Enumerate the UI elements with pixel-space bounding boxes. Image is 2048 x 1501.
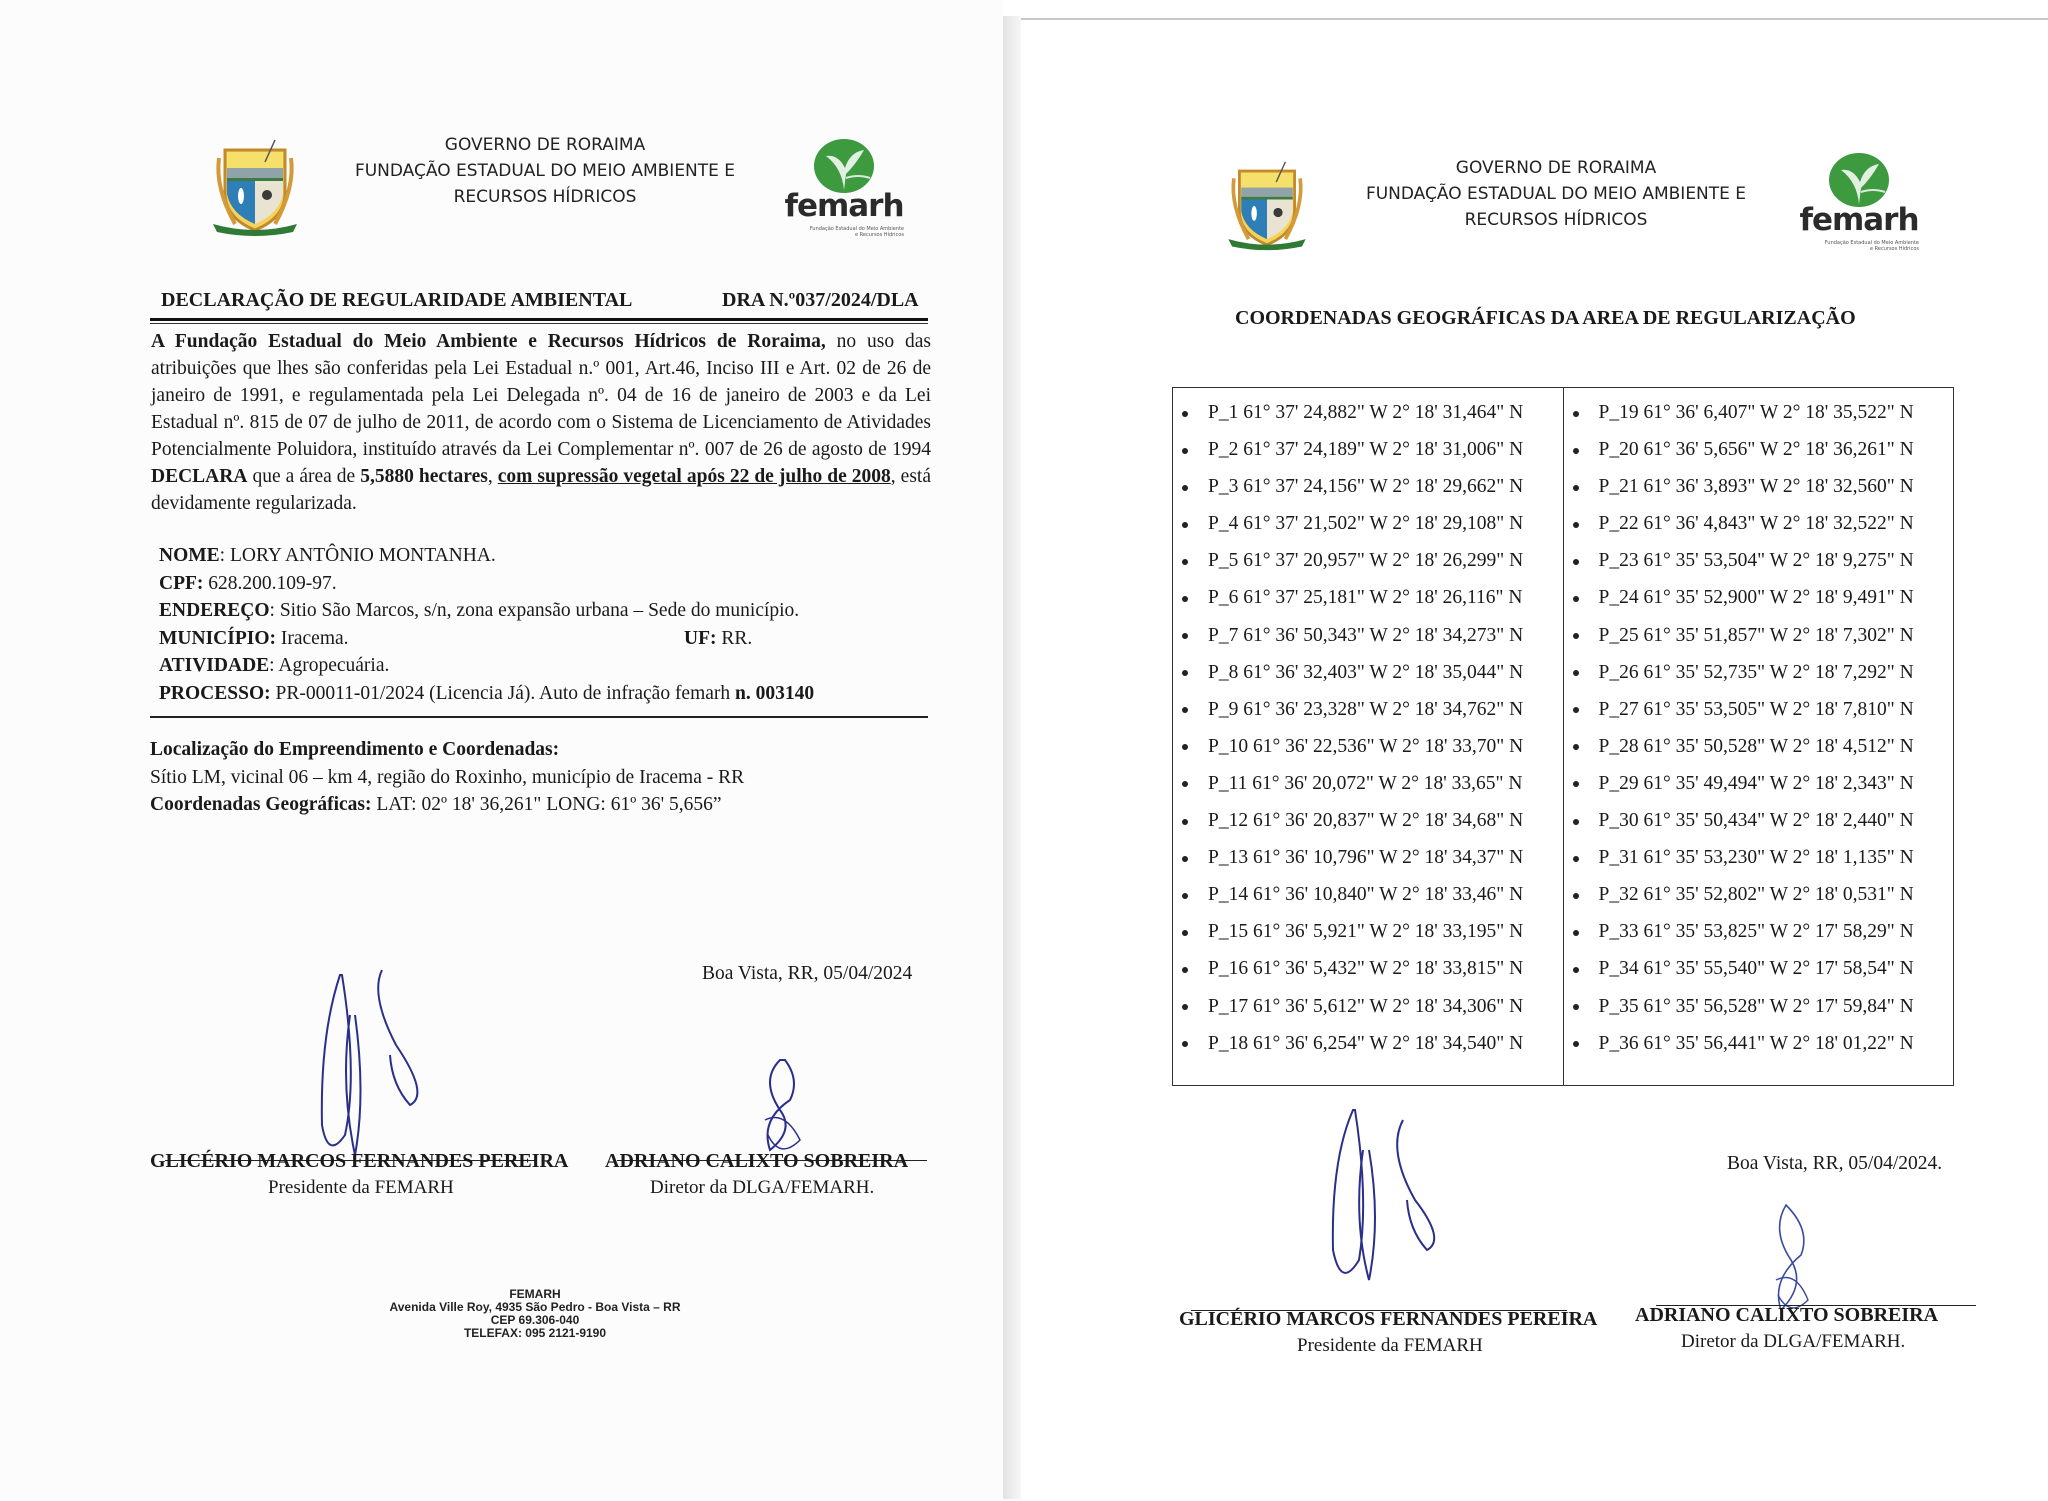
- coordinate-item: [1173, 765, 1563, 802]
- bullet-icon: [1573, 1041, 1579, 1047]
- header-line-3: RECURSOS HÍDRICOS: [453, 187, 637, 207]
- signature-president-icon: [300, 955, 440, 1175]
- nome-label: NOME: [159, 545, 220, 566]
- declaration-text-3: ,: [487, 466, 498, 487]
- coordinate-text: P_2 61° 37' 24,189" W 2° 18' 31,006" N: [1208, 439, 1524, 461]
- coordinate-item: [1564, 913, 1954, 950]
- roraima-coat-of-arms-icon: [1221, 160, 1313, 252]
- coordinate-text: P_22 61° 36' 4,843" W 2° 18' 32,522" N: [1598, 513, 1914, 535]
- signer-name-president: GLICÉRIO MARCOS FERNANDES PEREIRA: [150, 1150, 569, 1172]
- coordinate-item: [1564, 876, 1954, 913]
- coordinate-text: P_11 61° 36' 20,072" W 2° 18' 33,65" N: [1208, 772, 1523, 794]
- coordinate-text: P_26 61° 35' 52,735" W 2° 18' 7,292" N: [1598, 661, 1914, 683]
- coordinate-item: [1173, 468, 1563, 505]
- location-heading: Localização do Empreendimento e Coordenadas:: [150, 739, 560, 760]
- document-title: DECLARAÇÃO DE REGULARIDADE AMBIENTAL: [161, 289, 633, 311]
- coordinate-item: [1564, 728, 1954, 765]
- coordinate-text: P_7 61° 36' 50,343" W 2° 18' 34,273" N: [1208, 624, 1524, 646]
- field-nome: [159, 542, 939, 570]
- bullet-icon: [1573, 893, 1579, 899]
- coordinate-item: [1173, 950, 1563, 987]
- bullet-icon: [1182, 670, 1188, 676]
- femarh-logo-word: femarh: [784, 188, 904, 224]
- atividade-label: ATIVIDADE: [159, 655, 270, 676]
- bullet-icon: [1573, 856, 1579, 862]
- coordinate-text: P_21 61° 36' 3,893" W 2° 18' 32,560" N: [1598, 476, 1914, 498]
- header-line-2: FUNDAÇÃO ESTADUAL DO MEIO AMBIENTE E: [354, 161, 736, 181]
- coordinate-item: [1173, 579, 1563, 616]
- bullet-icon: [1573, 633, 1579, 639]
- bullet-icon: [1573, 559, 1579, 565]
- bullet-icon: [1573, 596, 1579, 602]
- coordinate-text: P_17 61° 36' 5,612" W 2° 18' 34,306" N: [1208, 995, 1524, 1017]
- bullet-icon: [1182, 448, 1188, 454]
- coordinate-text: P_36 61° 35' 56,441" W 2° 18' 01,22" N: [1598, 1032, 1914, 1054]
- coordinate-item: [1564, 988, 1954, 1025]
- declaration-text-4: , está devidamente regularizada.: [151, 466, 931, 514]
- location-section: [150, 736, 940, 819]
- coordinate-text: P_10 61° 36' 22,536" W 2° 18' 33,70" N: [1208, 735, 1524, 757]
- bullet-icon: [1182, 596, 1188, 602]
- coordinate-text: P_24 61° 35' 52,900" W 2° 18' 9,491" N: [1598, 587, 1914, 609]
- cpf-label: CPF:: [159, 572, 204, 594]
- bullet-icon: [1182, 930, 1188, 936]
- signer-name-director: ADRIANO CALIXTO SOBREIRA: [1635, 1304, 1939, 1326]
- declara-keyword: DECLARA: [151, 466, 248, 487]
- bullet-icon: [1182, 781, 1188, 787]
- endereco-value: : Sitio São Marcos, s/n, zona expansão urbana – Sede do município.: [269, 600, 800, 621]
- footer-org: FEMARH: [509, 1287, 561, 1301]
- coords-label: Coordenadas Geográficas:: [150, 794, 372, 815]
- femarh-logo-subtitle: [784, 226, 904, 238]
- coordinate-item: [1173, 431, 1563, 468]
- footer-address: Avenida Ville Roy, 4935 São Pedro - Boa Vista – RR: [389, 1300, 681, 1314]
- coordinate-text: P_34 61° 35' 55,540" W 2° 17' 58,54" N: [1598, 958, 1914, 980]
- coordinate-text: P_13 61° 36' 10,796" W 2° 18' 34,37" N: [1208, 847, 1524, 869]
- uf-value: RR.: [716, 627, 753, 649]
- coordinate-item: [1564, 654, 1954, 691]
- bullet-icon: [1182, 633, 1188, 639]
- uf-label: UF:: [684, 627, 717, 649]
- bullet-icon: [1182, 707, 1188, 713]
- municipio-label: MUNICÍPIO:: [159, 627, 276, 649]
- coordinate-item: [1564, 579, 1954, 616]
- coordinate-item: [1564, 691, 1954, 728]
- coordinate-item: [1564, 950, 1954, 987]
- cpf-value: 628.200.109-97.: [203, 572, 337, 594]
- bullet-icon: [1182, 485, 1188, 491]
- coordinate-item: [1173, 839, 1563, 876]
- coordinate-item: [1564, 431, 1954, 468]
- location-address: Sítio LM, vicinal 06 – km 4, região do Roxinho, município de Iracema - RR: [150, 766, 745, 788]
- coordinate-text: P_9 61° 36' 23,328" W 2° 18' 34,762" N: [1208, 698, 1524, 720]
- bullet-icon: [1573, 670, 1579, 676]
- coordinate-text: P_20 61° 36' 5,656" W 2° 18' 36,261" N: [1598, 439, 1914, 461]
- coordinate-item: [1173, 654, 1563, 691]
- field-atividade: [159, 652, 939, 680]
- bullet-icon: [1573, 411, 1579, 417]
- nome-value: : LORY ANTÔNIO MONTANHA.: [219, 545, 496, 566]
- coordinate-text: P_5 61° 37' 20,957" W 2° 18' 26,299" N: [1208, 550, 1524, 572]
- bullet-icon: [1573, 448, 1579, 454]
- coordinate-item: [1564, 468, 1954, 505]
- coordinate-item: [1173, 617, 1563, 654]
- header-line-1: GOVERNO DE RORAIMA: [444, 135, 646, 155]
- atividade-value: : Agropecuária.: [269, 655, 390, 676]
- coordinate-text: P_19 61° 36' 6,407" W 2° 18' 35,522" N: [1598, 402, 1914, 423]
- signer-role-president: Presidente da FEMARH: [1297, 1335, 1483, 1356]
- femarh-logo-sub-1: Fundação Estadual do Meio Ambiente: [1824, 240, 1919, 246]
- processo-label: PROCESSO:: [159, 682, 271, 704]
- coordinate-text: P_25 61° 35' 51,857" W 2° 18' 7,302" N: [1598, 624, 1914, 646]
- signer-role-president: Presidente da FEMARH: [268, 1177, 454, 1198]
- bullet-icon: [1182, 522, 1188, 528]
- footer-cep: CEP 69.306-040: [490, 1313, 580, 1327]
- femarh-logo-sub-1: Fundação Estadual do Meio Ambiente: [809, 226, 904, 232]
- coordinate-text: P_14 61° 36' 10,840" W 2° 18' 33,46" N: [1208, 884, 1524, 906]
- coordinate-item: [1564, 839, 1954, 876]
- coordinate-item: [1564, 542, 1954, 579]
- document-number: DRA N.º037/2024/DLA: [722, 289, 919, 311]
- coordinate-item: [1173, 691, 1563, 728]
- bullet-icon: [1182, 856, 1188, 862]
- femarh-leaf-icon: [1827, 152, 1891, 208]
- coordinate-item: [1173, 542, 1563, 579]
- coordinate-item: [1173, 394, 1563, 431]
- coordinate-item: [1564, 802, 1954, 839]
- coordinates-page: [1021, 18, 2048, 1501]
- coordinate-item: [1173, 913, 1563, 950]
- fields-rule: [150, 716, 928, 718]
- declaration-text-2: que a área de: [247, 466, 361, 487]
- coordinates-title: COORDENADAS GEOGRÁFICAS DA AREA DE REGULARIZAÇÃO: [1235, 307, 1856, 329]
- bullet-icon: [1182, 893, 1188, 899]
- coordinate-text: P_6 61° 37' 25,181" W 2° 18' 26,116" N: [1208, 587, 1523, 609]
- bullet-icon: [1573, 819, 1579, 825]
- coordinate-text: P_31 61° 35' 53,230" W 2° 18' 1,135" N: [1598, 847, 1914, 869]
- footer-phone: TELEFAX: 095 2121-9190: [463, 1326, 607, 1340]
- location-coordinates: [150, 791, 940, 819]
- coordinate-text: P_23 61° 35' 53,504" W 2° 18' 9,275" N: [1598, 550, 1914, 572]
- coordinate-text: P_29 61° 35' 49,494" W 2° 18' 2,343" N: [1598, 772, 1914, 794]
- municipio-value: Iracema.: [276, 627, 349, 649]
- field-municipio: [159, 625, 939, 653]
- field-uf: [684, 625, 752, 653]
- bullet-icon: [1573, 781, 1579, 787]
- coordinate-text: P_16 61° 36' 5,432" W 2° 18' 33,815" N: [1208, 958, 1524, 980]
- coordinate-text: P_15 61° 36' 5,921" W 2° 18' 33,195" N: [1208, 921, 1524, 943]
- bullet-icon: [1182, 1041, 1188, 1047]
- coordinate-text: P_28 61° 35' 50,528" W 2° 18' 4,512" N: [1598, 735, 1914, 757]
- suppression-clause: com supressão vegetal após 22 de julho de 2008: [497, 466, 891, 487]
- declaration-page: [0, 0, 1003, 1499]
- coordinate-text: P_3 61° 37' 24,156" W 2° 18' 29,662" N: [1208, 476, 1524, 498]
- bullet-icon: [1182, 1004, 1188, 1010]
- header-org-text: [320, 132, 770, 210]
- bullet-icon: [1573, 967, 1579, 973]
- femarh-logo: [1799, 152, 1919, 252]
- bullet-icon: [1182, 967, 1188, 973]
- bullet-icon: [1573, 707, 1579, 713]
- coordinate-item: [1564, 394, 1954, 431]
- issue-date: Boa Vista, RR, 05/04/2024.: [1727, 1153, 1943, 1174]
- signer-name-director: ADRIANO CALIXTO SOBREIRA: [605, 1150, 909, 1172]
- signer-name-president: GLICÉRIO MARCOS FERNANDES PEREIRA: [1179, 1308, 1598, 1330]
- bullet-icon: [1573, 522, 1579, 528]
- bullet-icon: [1182, 744, 1188, 750]
- header-line-2: FUNDAÇÃO ESTADUAL DO MEIO AMBIENTE E: [1365, 184, 1747, 204]
- title-rule: [150, 318, 928, 324]
- infraction-number: n. 003140: [735, 682, 815, 704]
- bullet-icon: [1573, 1004, 1579, 1010]
- bullet-icon: [1573, 744, 1579, 750]
- coordinate-text: P_32 61° 35' 52,802" W 2° 18' 0,531" N: [1598, 884, 1914, 906]
- bullet-icon: [1573, 930, 1579, 936]
- coordinates-column-1: [1173, 388, 1563, 1085]
- coordinate-text: P_12 61° 36' 20,837" W 2° 18' 34,68" N: [1208, 810, 1524, 832]
- coordinate-text: P_35 61° 35' 56,528" W 2° 17' 59,84" N: [1598, 995, 1914, 1017]
- coordinate-item: [1173, 505, 1563, 542]
- bullet-icon: [1182, 819, 1188, 825]
- header-line-3: RECURSOS HÍDRICOS: [1464, 210, 1648, 230]
- bullet-icon: [1182, 411, 1188, 417]
- femarh-leaf-icon: [812, 138, 876, 194]
- coordinate-item: [1173, 728, 1563, 765]
- coordinate-item: [1173, 876, 1563, 913]
- page-divider: [1003, 16, 1021, 1499]
- coordinate-item: [1173, 1025, 1563, 1062]
- declaration-text-1: no uso das atribuições que lhes são conferidas pela Lei Estadual n.º 001, Art.46, Inciso III e Art. 02 de 26 de janeiro de 1991, e regulamentada pela Lei Delegada nº. 04 de 16 de janeiro de 2003 e da Lei Estadual nº. 815 de 07 de julho de 2011, de acordo com o Sistema de Licenciamento de Atividades Potencialmente Poluidora, instituído através da Lei Complementar nº. 007 de 26 de agosto de 1994: [151, 331, 931, 460]
- issue-date: Boa Vista, RR, 05/04/2024: [702, 963, 913, 984]
- femarh-logo-subtitle: [1799, 240, 1919, 252]
- area-value: 5,5880 hectares: [360, 466, 488, 487]
- bullet-icon: [1573, 485, 1579, 491]
- coordinate-item: [1564, 617, 1954, 654]
- coordinate-text: P_8 61° 36' 32,403" W 2° 18' 35,044" N: [1208, 661, 1524, 683]
- applicant-fields: [159, 542, 939, 707]
- header-org-text: [1331, 155, 1781, 233]
- footer-contact: [335, 1288, 735, 1340]
- coordinate-text: P_18 61° 36' 6,254" W 2° 18' 34,540" N: [1208, 1032, 1524, 1054]
- coordinates-table: [1172, 387, 1954, 1086]
- field-cpf: [159, 570, 939, 598]
- field-endereco: [159, 597, 939, 625]
- coordinate-item: [1564, 1025, 1954, 1062]
- endereco-label: ENDEREÇO: [159, 600, 270, 621]
- signer-role-director: Diretor da DLGA/FEMARH.: [1681, 1331, 1906, 1352]
- signer-role-director: Diretor da DLGA/FEMARH.: [650, 1177, 875, 1198]
- coordinates-column-2: [1563, 388, 1954, 1085]
- roraima-coat-of-arms-icon: [205, 138, 305, 238]
- coordinate-text: P_30 61° 35' 50,434" W 2° 18' 2,440" N: [1598, 810, 1914, 832]
- coords-value: LAT: 02º 18' 36,261" LONG: 61º 36' 5,656”: [371, 794, 722, 815]
- coordinate-item: [1564, 765, 1954, 802]
- processo-value: PR-00011-01/2024 (Licencia Já). Auto de infração femarh: [270, 682, 736, 704]
- femarh-logo-sub-2: e Recursos Hídricos: [854, 232, 904, 238]
- declaration-paragraph: [151, 328, 931, 517]
- coordinate-item: [1564, 505, 1954, 542]
- header-line-1: GOVERNO DE RORAIMA: [1455, 158, 1657, 178]
- coordinate-text: P_27 61° 35' 53,505" W 2° 18' 7,810" N: [1598, 698, 1914, 720]
- declaration-lead: A Fundação Estadual do Meio Ambiente e Recursos Hídricos de Roraima,: [151, 331, 826, 352]
- femarh-logo: [784, 138, 904, 238]
- femarh-logo-sub-2: e Recursos Hídricos: [1869, 246, 1919, 252]
- coordinate-item: [1173, 988, 1563, 1025]
- coordinate-text: P_1 61° 37' 24,882" W 2° 18' 31,464" N: [1208, 402, 1524, 423]
- coordinate-text: P_33 61° 35' 53,825" W 2° 17' 58,29" N: [1598, 921, 1914, 943]
- coordinate-text: P_4 61° 37' 21,502" W 2° 18' 29,108" N: [1208, 513, 1524, 535]
- bullet-icon: [1182, 559, 1188, 565]
- field-processo: [159, 680, 939, 708]
- signature-president-icon: [1311, 1100, 1461, 1300]
- coordinate-item: [1173, 802, 1563, 839]
- femarh-logo-word: femarh: [1799, 202, 1919, 238]
